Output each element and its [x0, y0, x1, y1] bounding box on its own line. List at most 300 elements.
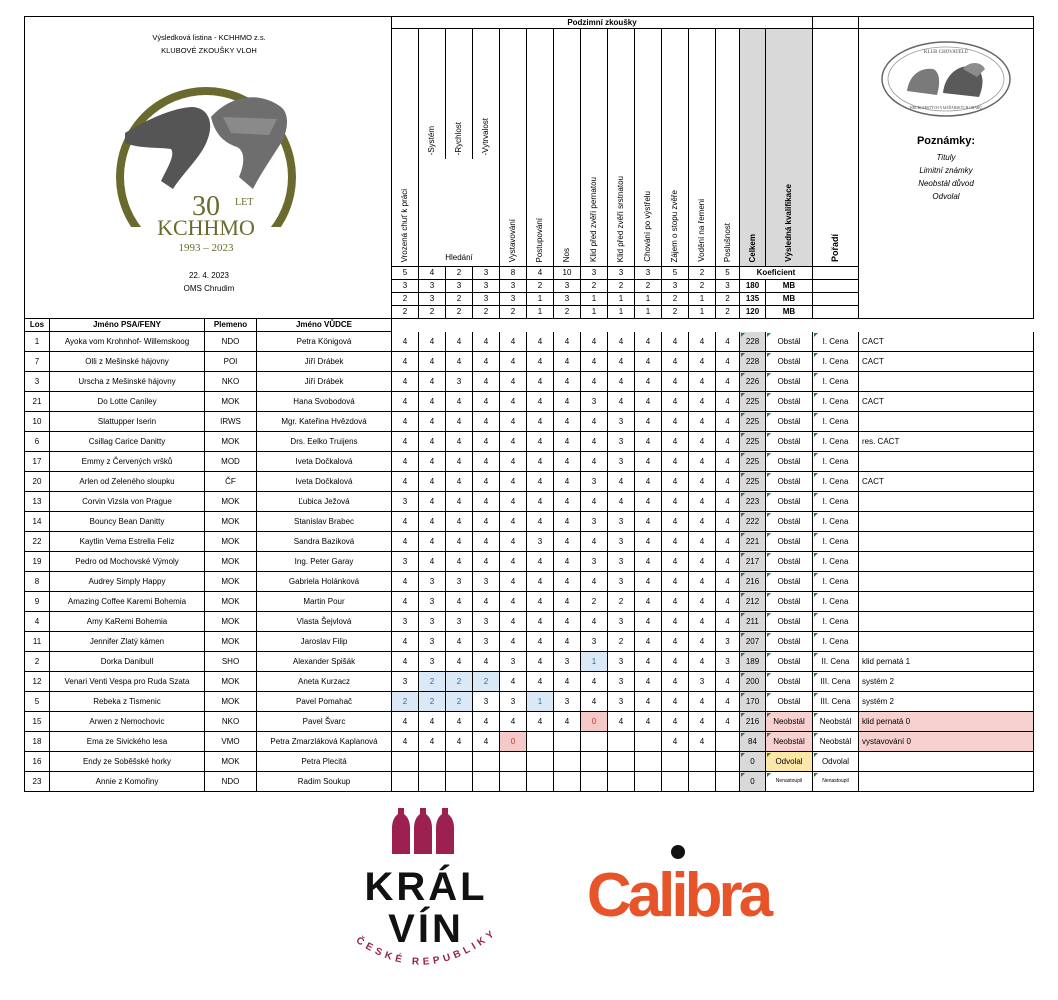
row-score — [419, 752, 446, 772]
notes-line: Limitní známky — [919, 166, 973, 175]
row-score: 4 — [689, 372, 716, 392]
row-score: 4 — [608, 472, 635, 492]
row-total: 0 — [740, 752, 766, 772]
row-score: 3 — [689, 672, 716, 692]
row-note: CACT — [859, 392, 1034, 412]
row-score — [500, 752, 527, 772]
row-qualification: Obstál — [766, 412, 813, 432]
limit-spacer — [813, 267, 859, 280]
row-score: 3 — [419, 572, 446, 592]
row-score: 3 — [581, 392, 608, 412]
row-score: 4 — [500, 332, 527, 352]
row-score — [473, 772, 500, 792]
row-score: 4 — [554, 612, 581, 632]
row-total: 207 — [740, 632, 766, 652]
limit-cell: 2 — [716, 306, 740, 319]
row-los: 11 — [24, 632, 50, 652]
row-score: 4 — [473, 552, 500, 572]
row-rank: I. Cena — [813, 612, 859, 632]
limit-mb: MB — [766, 293, 813, 306]
limit-cell: 3 — [554, 280, 581, 293]
row-breed: NDO — [205, 332, 257, 352]
row-score: 4 — [662, 452, 689, 472]
limit-cell: 1 — [581, 293, 608, 306]
row-score — [554, 732, 581, 752]
row-score: 4 — [554, 552, 581, 572]
row-score: 4 — [446, 492, 473, 512]
row-score: 3 — [581, 472, 608, 492]
row-score: 4 — [581, 492, 608, 512]
limit-cell: 1 — [689, 306, 716, 319]
row-los: 15 — [24, 712, 50, 732]
row-score: 4 — [662, 652, 689, 672]
row-score: 4 — [554, 632, 581, 652]
row-score: 4 — [635, 352, 662, 372]
row-total: 225 — [740, 392, 766, 412]
row-score: 4 — [716, 392, 740, 412]
row-handler: Jiří Drábek — [257, 352, 392, 372]
row-score: 4 — [716, 352, 740, 372]
row-score: 3 — [608, 412, 635, 432]
row-score: 4 — [527, 652, 554, 672]
row-score: 4 — [635, 552, 662, 572]
row-score — [581, 732, 608, 752]
row-score: 4 — [635, 332, 662, 352]
limit-cell: 3 — [419, 280, 446, 293]
row-score: 4 — [527, 612, 554, 632]
row-total: 189 — [740, 652, 766, 672]
row-score: 4 — [554, 392, 581, 412]
limit-cell: 1 — [635, 293, 662, 306]
discipline-header: Vodění na řemeni — [689, 29, 716, 267]
row-score: 4 — [419, 332, 446, 352]
row-dog-name: Slattupper Iserin — [50, 412, 205, 432]
row-score: 4 — [527, 392, 554, 412]
row-score: 4 — [689, 412, 716, 432]
row-total: 217 — [740, 552, 766, 572]
coefficient-label: Koeficient — [740, 267, 813, 280]
row-rank: I. Cena — [813, 432, 859, 452]
row-score: 4 — [500, 352, 527, 372]
row-score: 0 — [500, 732, 527, 752]
row-score — [689, 772, 716, 792]
row-score: 4 — [473, 372, 500, 392]
row-qualification: Obstál — [766, 572, 813, 592]
row-score: 4 — [581, 672, 608, 692]
row-note: systém 2 — [859, 692, 1034, 712]
row-score: 3 — [581, 512, 608, 532]
limit-cell: 2 — [554, 306, 581, 319]
row-score — [527, 732, 554, 752]
limit-cell: 3 — [500, 293, 527, 306]
row-score: 4 — [446, 472, 473, 492]
row-score: 4 — [419, 712, 446, 732]
limit-cell: 2 — [419, 306, 446, 319]
row-score: 4 — [392, 592, 419, 612]
row-score: 4 — [446, 432, 473, 452]
row-score: 4 — [500, 372, 527, 392]
row-score: 3 — [554, 692, 581, 712]
notes-line: Odvolal — [932, 192, 960, 201]
limit-cell: 3 — [500, 280, 527, 293]
row-rank: I. Cena — [813, 452, 859, 472]
row-total: 212 — [740, 592, 766, 612]
row-qualification: Obstál — [766, 552, 813, 572]
limit-cell: 1 — [689, 293, 716, 306]
row-handler: Sandra Baziková — [257, 532, 392, 552]
row-score: 4 — [419, 532, 446, 552]
row-score: 2 — [608, 632, 635, 652]
row-score: 4 — [689, 572, 716, 592]
row-score: 4 — [662, 712, 689, 732]
row-note: klid pernatá 0 — [859, 712, 1034, 732]
row-score: 3 — [473, 632, 500, 652]
row-breed: MOK — [205, 532, 257, 552]
row-score — [500, 772, 527, 792]
row-note — [859, 592, 1034, 612]
row-score: 3 — [446, 372, 473, 392]
limit-cell: 3 — [635, 267, 662, 280]
row-score: 4 — [689, 692, 716, 712]
row-los: 22 — [24, 532, 50, 552]
limit-cell: 3 — [581, 267, 608, 280]
row-score: 4 — [527, 512, 554, 532]
row-score: 4 — [446, 532, 473, 552]
row-score: 4 — [716, 472, 740, 492]
row-note: systém 2 — [859, 672, 1034, 692]
row-score — [446, 772, 473, 792]
row-breed: MOK — [205, 492, 257, 512]
row-rank: Neobstál — [813, 712, 859, 732]
row-breed: MOK — [205, 512, 257, 532]
row-score: 4 — [716, 412, 740, 432]
row-score — [554, 752, 581, 772]
limit-cell: 2 — [689, 267, 716, 280]
row-note: klid pernatá 1 — [859, 652, 1034, 672]
row-score: 2 — [473, 672, 500, 692]
row-score — [608, 732, 635, 752]
row-score: 4 — [554, 532, 581, 552]
row-breed: MOK — [205, 552, 257, 572]
row-score — [716, 732, 740, 752]
row-breed: MOK — [205, 612, 257, 632]
row-score: 4 — [662, 512, 689, 532]
row-score — [662, 752, 689, 772]
row-score: 4 — [608, 392, 635, 412]
row-score: 4 — [419, 732, 446, 752]
row-total: 0 — [740, 772, 766, 792]
row-breed: MOK — [205, 752, 257, 772]
row-rank: I. Cena — [813, 392, 859, 412]
total-header: Celkem — [740, 29, 766, 267]
row-score: 3 — [392, 612, 419, 632]
row-score: 2 — [446, 672, 473, 692]
limit-cell: 2 — [662, 293, 689, 306]
limit-cell: 2 — [446, 306, 473, 319]
row-handler: Gabriela Holánková — [257, 572, 392, 592]
logo-big-number: 30 — [192, 191, 220, 222]
discipline-header: Nos — [554, 29, 581, 267]
row-score: 4 — [419, 552, 446, 572]
row-handler: Jaroslav Filip — [257, 632, 392, 652]
row-rank: I. Cena — [813, 512, 859, 532]
row-dog-name: Ema ze Sivického lesa — [50, 732, 205, 752]
row-score: 4 — [500, 472, 527, 492]
row-score: 4 — [608, 372, 635, 392]
logo-years: 1993 – 2023 — [178, 242, 234, 254]
limit-spacer — [813, 293, 859, 306]
row-score: 1 — [581, 652, 608, 672]
row-score: 4 — [662, 552, 689, 572]
limit-cell: 2 — [392, 293, 419, 306]
row-score: 3 — [473, 572, 500, 592]
row-handler: Aneta Kurzacz — [257, 672, 392, 692]
row-score: 2 — [446, 692, 473, 712]
row-rank: III. Cena — [813, 692, 859, 712]
row-score: 4 — [392, 632, 419, 652]
row-score: 4 — [716, 552, 740, 572]
row-score: 4 — [554, 372, 581, 392]
row-dog-name: Jennifer Zlatý kámen — [50, 632, 205, 652]
row-los: 7 — [24, 352, 50, 372]
row-score: 3 — [419, 652, 446, 672]
calibra-text: Calibra — [586, 861, 770, 930]
row-score — [635, 732, 662, 752]
discipline-header: Vystavování — [500, 29, 527, 267]
limit-spacer — [813, 280, 859, 293]
row-score: 4 — [635, 432, 662, 452]
row-score: 4 — [527, 592, 554, 612]
title-line-2: KLUBOVÉ ZKOUŠKY VLOH — [161, 46, 257, 55]
row-dog-name: Arwen z Nemochovic — [50, 712, 205, 732]
row-score: 4 — [419, 432, 446, 452]
limit-cell: 3 — [608, 267, 635, 280]
row-qualification: Obstál — [766, 612, 813, 632]
club-logo-top: KLUB CHOVATELŮ — [923, 50, 969, 55]
row-breed: ČF — [205, 472, 257, 492]
row-breed: MOK — [205, 392, 257, 412]
row-score: 4 — [500, 572, 527, 592]
limit-total: 135 — [740, 293, 766, 306]
row-score: 4 — [500, 552, 527, 572]
club-logo-bottom: HRUBOSRSTÝCH A MAĎARSKÝCH OHAŘŮ — [910, 106, 982, 110]
row-score: 4 — [554, 712, 581, 732]
row-score: 4 — [662, 732, 689, 752]
row-rank: I. Cena — [813, 632, 859, 652]
limit-cell: 1 — [608, 306, 635, 319]
row-breed: MOK — [205, 692, 257, 712]
discipline-header: Postupování — [527, 29, 554, 267]
row-score: 4 — [689, 652, 716, 672]
row-score — [392, 752, 419, 772]
logo-let: LET — [235, 197, 254, 208]
limit-total: 180 — [740, 280, 766, 293]
row-score — [716, 752, 740, 772]
row-score: 4 — [527, 552, 554, 572]
kral-vin-line2: VÍN — [388, 907, 464, 951]
row-score: 3 — [608, 432, 635, 452]
row-breed: POI — [205, 352, 257, 372]
row-score: 4 — [473, 352, 500, 372]
row-score: 4 — [635, 492, 662, 512]
row-qualification: Obstál — [766, 432, 813, 452]
row-score: 4 — [500, 512, 527, 532]
row-score: 4 — [500, 532, 527, 552]
row-score: 4 — [662, 432, 689, 452]
row-handler: Pavel Švarc — [257, 712, 392, 732]
limit-cell: 2 — [581, 280, 608, 293]
row-score: 3 — [419, 632, 446, 652]
row-score: 4 — [527, 352, 554, 372]
row-score: 2 — [608, 592, 635, 612]
row-score: 4 — [473, 452, 500, 472]
row-score: 4 — [635, 652, 662, 672]
row-note: CACT — [859, 352, 1034, 372]
row-rank: I. Cena — [813, 332, 859, 352]
row-total: 226 — [740, 372, 766, 392]
row-score: 4 — [635, 572, 662, 592]
limit-spacer — [813, 306, 859, 319]
row-score: 4 — [608, 352, 635, 372]
row-score: 4 — [716, 672, 740, 692]
row-los: 19 — [24, 552, 50, 572]
limit-cell: 2 — [689, 280, 716, 293]
row-score — [527, 752, 554, 772]
row-score: 4 — [419, 492, 446, 512]
row-score: 4 — [527, 332, 554, 352]
row-score: 3 — [608, 532, 635, 552]
rank-header: Pořadí — [813, 29, 859, 267]
row-dog-name: Kaytlin Vema Estrella Feliz — [50, 532, 205, 552]
row-score: 4 — [716, 692, 740, 712]
row-score — [689, 752, 716, 772]
row-los: 23 — [24, 772, 50, 792]
row-score: 4 — [392, 712, 419, 732]
row-score: 4 — [446, 652, 473, 672]
limit-cell: 2 — [527, 280, 554, 293]
row-dog-name: Olli z Mešinské hájovny — [50, 352, 205, 372]
discipline-header: Vrozená chuť k práci — [392, 29, 419, 267]
limit-cell: 2 — [446, 293, 473, 306]
row-score: 3 — [608, 652, 635, 672]
row-score: 4 — [527, 712, 554, 732]
notes-line: Tituly — [936, 153, 956, 162]
row-dog-name: Ayoka vom Krohnhof- Willemskoog — [50, 332, 205, 352]
row-score: 4 — [554, 512, 581, 532]
calibra-logo — [582, 842, 782, 932]
row-handler: Petra Plecitá — [257, 752, 392, 772]
row-dog-name: Amy KaRemi Bohemia — [50, 612, 205, 632]
row-score: 2 — [419, 672, 446, 692]
row-score: 4 — [635, 612, 662, 632]
row-handler: Drs. Eelko Truijens — [257, 432, 392, 452]
row-score: 4 — [446, 392, 473, 412]
row-score: 4 — [473, 472, 500, 492]
row-score: 4 — [554, 472, 581, 492]
limit-cell: 1 — [527, 293, 554, 306]
row-score: 4 — [392, 512, 419, 532]
row-handler: Mgr. Kateřina Hvězdová — [257, 412, 392, 432]
row-score: 4 — [689, 352, 716, 372]
row-score: 4 — [662, 412, 689, 432]
row-score: 4 — [635, 512, 662, 532]
limit-mb: MB — [766, 306, 813, 319]
row-los: 8 — [24, 572, 50, 592]
row-score: 3 — [527, 532, 554, 552]
row-score: 4 — [581, 612, 608, 632]
limit-cell: 1 — [635, 306, 662, 319]
limit-cell: 3 — [473, 293, 500, 306]
row-total: 223 — [740, 492, 766, 512]
row-los: 18 — [24, 732, 50, 752]
row-dog-name: Pedro od Mochovské Výmoly — [50, 552, 205, 572]
row-score: 3 — [500, 652, 527, 672]
row-dog-name: Audrey Simply Happy — [50, 572, 205, 592]
row-score: 4 — [635, 412, 662, 432]
row-score: 4 — [500, 452, 527, 472]
row-score: 4 — [473, 592, 500, 612]
row-score: 4 — [527, 412, 554, 432]
row-score: 3 — [392, 552, 419, 572]
notes-title: Poznámky: — [916, 135, 976, 147]
row-score: 3 — [473, 612, 500, 632]
row-dog-name: Arlen od Zeleného sloupku — [50, 472, 205, 492]
row-dog-name: Bouncy Bean Danitty — [50, 512, 205, 532]
discipline-header: Klid před zvěří pernatou — [581, 29, 608, 267]
row-note — [859, 772, 1034, 792]
row-rank: I. Cena — [813, 352, 859, 372]
row-breed: MOK — [205, 592, 257, 612]
row-score — [635, 752, 662, 772]
row-total: 225 — [740, 412, 766, 432]
row-score: 3 — [716, 632, 740, 652]
row-dog-name: Corvin Vizsla von Prague — [50, 492, 205, 512]
row-total: 221 — [740, 532, 766, 552]
row-qualification: Obstál — [766, 332, 813, 352]
row-score — [716, 772, 740, 792]
limit-cell: 3 — [392, 280, 419, 293]
col-header-breed: Plemeno — [205, 319, 257, 332]
row-score — [608, 752, 635, 772]
limit-cell: 8 — [500, 267, 527, 280]
row-score: 2 — [392, 692, 419, 712]
row-score: 4 — [689, 452, 716, 472]
row-score: 4 — [689, 552, 716, 572]
row-score: 4 — [662, 392, 689, 412]
row-score: 4 — [554, 412, 581, 432]
row-score: 4 — [581, 432, 608, 452]
notes-line: Neobstál důvod — [918, 179, 974, 188]
row-score: 3 — [608, 572, 635, 592]
row-qualification: Obstál — [766, 632, 813, 652]
row-score: 4 — [554, 432, 581, 452]
row-score: 4 — [608, 712, 635, 732]
row-score: 4 — [392, 412, 419, 432]
row-rank: Neobstál — [813, 732, 859, 752]
limit-cell: 3 — [473, 267, 500, 280]
row-handler: Petra Zmarzláková Kaplanová — [257, 732, 392, 752]
row-total: 222 — [740, 512, 766, 532]
row-score: 4 — [392, 432, 419, 452]
row-score: 3 — [608, 612, 635, 632]
row-score: 4 — [662, 472, 689, 492]
row-score — [554, 772, 581, 792]
row-score: 4 — [716, 432, 740, 452]
row-score: 4 — [473, 392, 500, 412]
row-score: 4 — [635, 712, 662, 732]
limit-cell: 3 — [473, 280, 500, 293]
row-score: 4 — [581, 692, 608, 712]
